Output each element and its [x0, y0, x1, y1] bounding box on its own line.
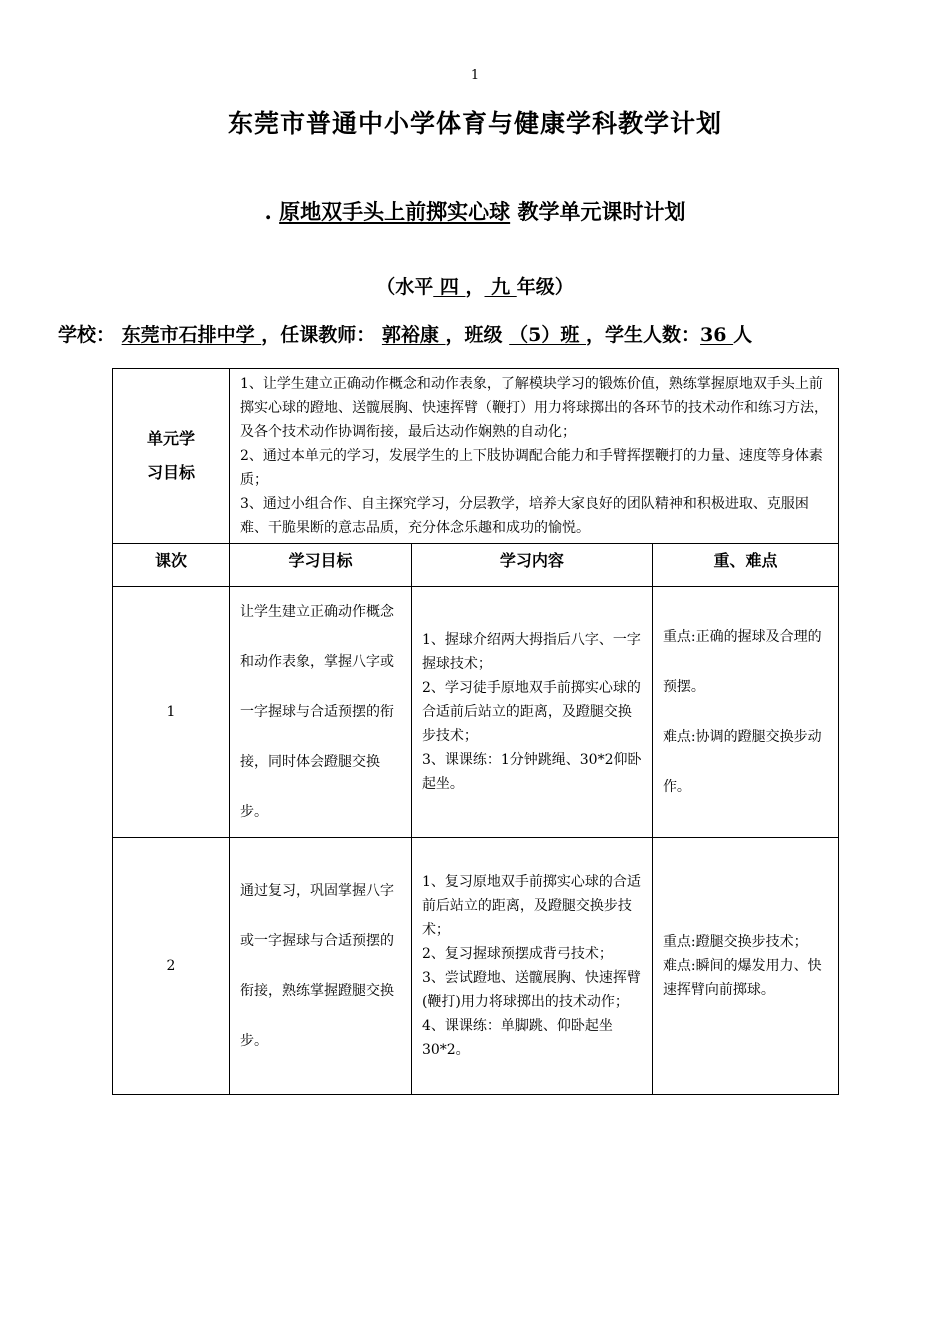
- lesson-number: 1: [113, 587, 230, 838]
- lesson-goal: 让学生建立正确动作概念和动作表象，掌握八字或一字握球与合适预摆的衔接，同时体会蹬腿交换步。: [230, 587, 412, 838]
- unit-objective-item: 1、让学生建立正确动作概念和动作表象，了解模块学习的锻炼价值，熟练掌握原地双手头上前掷实心球的蹬地、送髋展胸、快速挥臂（鞭打）用力将球掷出的各环节的技术动作和练习方法，及各个技术动作协调衔接，最后达动作娴熟的自动化；: [240, 376, 828, 440]
- header-key-points: 重、难点: [652, 544, 838, 587]
- students-unit: 人: [733, 324, 753, 346]
- header-goal: 学习目标: [230, 544, 412, 587]
- subtitle-prefix: .: [264, 199, 280, 224]
- unit-plan-subtitle: [0, 196, 950, 226]
- level-open: （水平: [376, 276, 434, 298]
- table-header-row: [113, 544, 839, 587]
- header-lesson: 课次: [113, 544, 230, 587]
- page-number: 1: [470, 68, 480, 83]
- unit-objectives-label-line1: 单元学: [146, 429, 195, 448]
- lesson-number: 2: [113, 838, 230, 1095]
- content-item: 1、复习原地双手前掷实心球的合适前后站立的距离，及蹬腿交换步技术；: [421, 874, 641, 938]
- students-label: ，学生人数：: [586, 324, 701, 346]
- lesson-content: [411, 587, 652, 838]
- key-point: 重点:正确的握球及合理的预摆。: [662, 629, 822, 695]
- unit-objective-item: 3、通过小组合作、自主探究学习，分层教学，培养大家良好的团队精神和积极进取、克服困难、干脆果断的意志品质，充分体念乐趣和成功的愉悦。: [240, 496, 809, 536]
- subtitle-suffix: 教学单元课时计划: [510, 199, 686, 224]
- level-value: 四: [433, 276, 466, 298]
- lesson-content: [411, 838, 652, 1095]
- content-item: 4、课课练：单脚跳、仰卧起坐30*2。: [421, 1018, 613, 1058]
- content-item: 3、尝试蹬地、送髋展胸、快速挥臂(鞭打)用力将球掷出的技术动作；: [421, 970, 641, 1010]
- level-grade-line: [0, 272, 950, 299]
- school-label: 学校：: [58, 324, 116, 346]
- school-value: 东莞市石排中学: [121, 324, 262, 346]
- unit-objectives-label-line2: 习目标: [146, 463, 195, 482]
- lesson-goal: 通过复习，巩固掌握八字或一字握球与合适预摆的衔接，熟练掌握蹬腿交换步。: [230, 838, 412, 1095]
- unit-objectives-label: [113, 369, 230, 544]
- lesson-key-points: [652, 587, 838, 838]
- level-comma: ，: [465, 276, 485, 298]
- unit-name: 原地双手头上前掷实心球: [279, 199, 511, 224]
- lesson-key-points: [652, 838, 838, 1095]
- document-title: 东莞市普通中小学体育与健康学科教学计划: [227, 109, 722, 138]
- teacher-value: 郭裕康: [381, 324, 446, 346]
- content-item: 1、握球介绍两大拇指后八字、一字握球技术；: [421, 632, 641, 672]
- class-info-line: [58, 320, 938, 347]
- lesson-plan-table: [112, 368, 839, 1095]
- students-value: 36: [700, 324, 734, 346]
- content-item: 3、课课练：1分钟跳绳、30*2仰卧起坐。: [421, 752, 642, 792]
- content-item: 2、复习握球预摆成背弓技术；: [421, 946, 613, 962]
- unit-objectives-text: [230, 369, 839, 544]
- unit-objective-item: 2、通过本单元的学习，发展学生的上下肢协调配合能力和手臂挥摆鞭打的力量、速度等身体素质；: [240, 448, 823, 488]
- level-close: 年级）: [516, 276, 574, 298]
- difficult-point: 难点:瞬间的爆发用力、快速挥臂向前掷球。: [662, 958, 822, 998]
- table-row: [113, 838, 839, 1095]
- class-label: ，班级: [445, 324, 503, 346]
- table-row: [113, 587, 839, 838]
- grade-value: 九: [484, 276, 517, 298]
- teacher-label: ，任课教师：: [261, 324, 376, 346]
- content-item: 2、学习徒手原地双手前掷实心球的合适前后站立的距离，及蹬腿交换步技术；: [421, 680, 641, 744]
- unit-objectives-row: [113, 369, 839, 544]
- key-point: 重点:蹬腿交换步技术；: [662, 934, 808, 950]
- header-content: 学习内容: [411, 544, 652, 587]
- difficult-point: 难点:协调的蹬腿交换步动作。: [662, 729, 822, 795]
- class-value: （5）班: [509, 324, 587, 346]
